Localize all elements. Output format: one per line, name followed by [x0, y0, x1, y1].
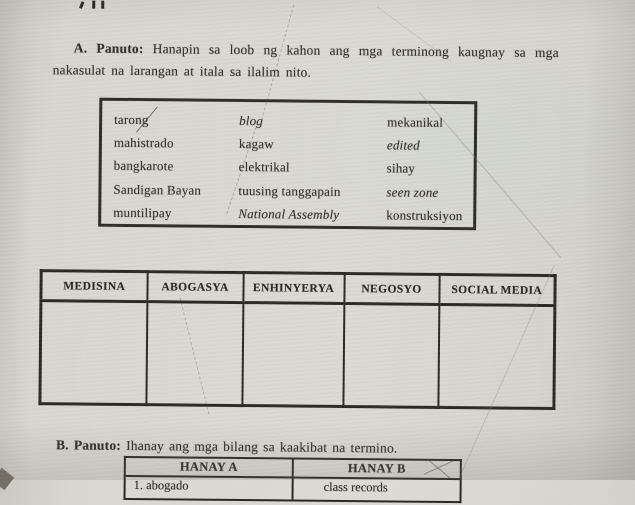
category-header-cell: MEDISINA	[41, 271, 147, 302]
word-bank-term: tarong	[114, 111, 149, 127]
category-empty-cell	[242, 303, 344, 407]
word-bank-term: konstruksiyon	[386, 207, 463, 224]
word-bank-term: edited	[386, 137, 420, 153]
panuto-b-label: B. Panuto:	[55, 436, 122, 453]
category-header-row	[41, 271, 555, 306]
category-empty-cell	[343, 304, 439, 408]
category-header-cell: NEGOSYO	[344, 274, 439, 305]
word-bank-term: kagaw	[238, 136, 274, 152]
panuto-a-text: Hanapin sa loob ng kahon ang mga terminong kaugnay sa mga nakasulat na larangan at itala sa ilalim nito.	[52, 40, 559, 80]
word-bank-term: Sandigan Bayan	[113, 181, 202, 198]
word-bank-term: blog	[239, 112, 264, 128]
cut-text-mark	[92, 1, 95, 9]
cut-text-mark	[79, 1, 84, 8]
category-header-cell: SOCIAL MEDIA	[439, 274, 555, 305]
word-bank-box	[98, 98, 477, 231]
word-bank-term: mekanikal	[387, 114, 444, 130]
word-bank-term: mahistrado	[113, 134, 174, 151]
word-bank-term: sihay	[386, 160, 416, 177]
match-header-cell: HANAY B	[293, 459, 461, 480]
match-cell-b: class records	[292, 478, 460, 503]
category-empty-cell	[438, 304, 555, 408]
category-answer-row	[40, 301, 555, 409]
word-bank-term: muntilipay	[113, 205, 172, 221]
category-table	[38, 269, 556, 410]
word-bank-term: National Assembly	[238, 206, 340, 223]
word-bank-term: seen zone	[386, 184, 439, 200]
category-empty-cell	[146, 302, 243, 406]
section-b-instruction	[56, 437, 398, 456]
cut-text-mark	[101, 1, 104, 9]
category-header-cell: ENHINYERYA	[243, 273, 344, 304]
section-a-instruction	[53, 37, 559, 86]
panuto-b-text: Ihanay ang mga bilang sa kaakibat na termino.	[126, 437, 398, 456]
category-header-cell: ABOGASYA	[147, 272, 243, 303]
word-bank-term: tuusing tanggapain	[238, 182, 341, 199]
match-cell-a: 1. abogado	[125, 476, 293, 501]
match-header-cell: HANAY A	[125, 457, 293, 478]
word-bank-term: bangkarote	[113, 158, 174, 174]
category-empty-cell	[40, 301, 147, 405]
word-bank-term: elektrikal	[238, 159, 290, 175]
panuto-a-label: A. Panuto:	[73, 39, 144, 56]
